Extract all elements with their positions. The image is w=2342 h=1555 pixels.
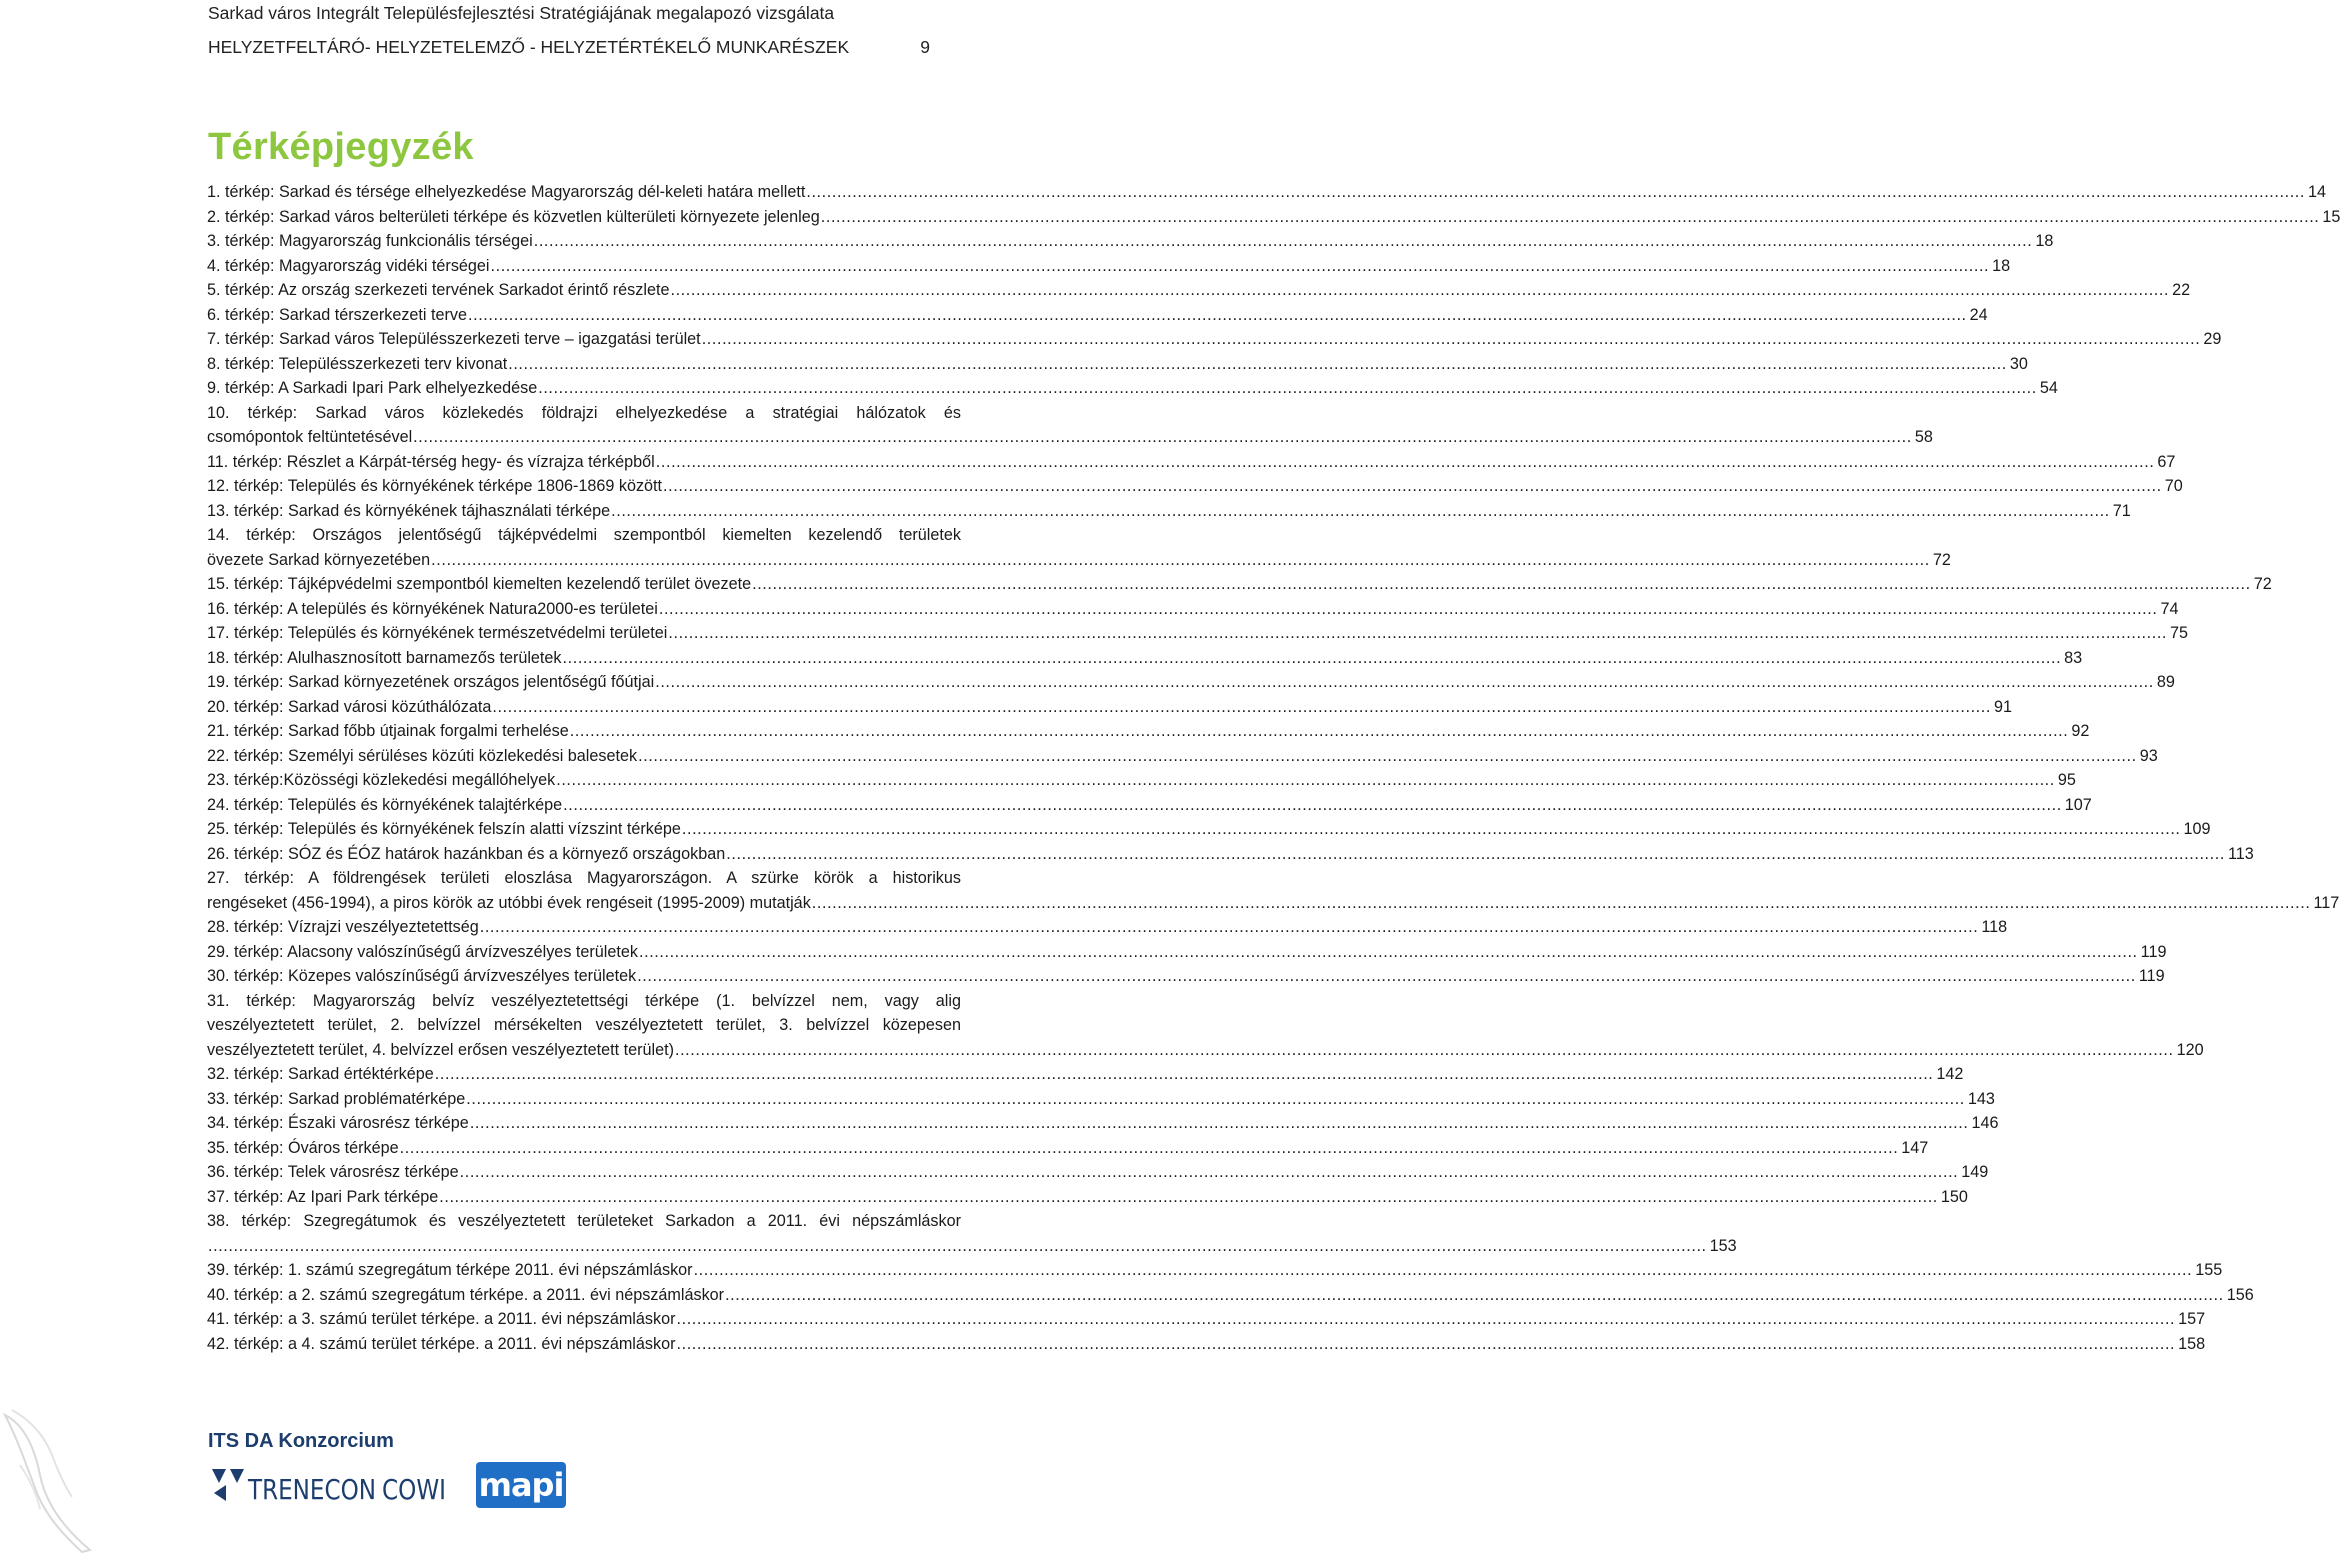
toc-entry: [207, 670, 2175, 695]
toc-row: [207, 891, 2340, 916]
toc-page-number: 157: [2178, 1310, 2206, 1328]
toc-entry: [207, 866, 2340, 915]
cowi-wordmark: COWI: [382, 1473, 446, 1506]
toc-entry-label: 20. térkép: Sarkad városi közúthálózata: [207, 697, 492, 716]
toc-page-number: 70: [2164, 477, 2183, 495]
toc-page-number: 15: [2322, 207, 2341, 226]
toc-page-number: 72: [2253, 575, 2272, 593]
toc-dot-leader: [637, 964, 2136, 989]
toc-dot-leader: [725, 1283, 2224, 1308]
toc-dot-leader: [655, 670, 2154, 695]
toc-entry-label: 17. térkép: Település és környékének természetvédelmi területei: [207, 624, 668, 642]
toc-dot-leader: [726, 842, 2225, 867]
toc-entry: [207, 499, 2131, 524]
toc-page-number: 54: [2039, 379, 2058, 397]
toc-dot-leader: [431, 548, 1930, 573]
toc-page-number: 30: [2009, 354, 2028, 373]
toc-dot-leader: [563, 793, 2062, 818]
toc-entry: [207, 523, 1951, 572]
toc-entry-label: 1. térkép: Sarkad és térsége elhelyezkedése Magyarország dél-keleti határa mellett: [207, 183, 806, 201]
toc-dot-leader: [677, 1307, 2176, 1332]
header-section-title: HELYZETFELTÁRÓ- HELYZETELEMZŐ - HELYZETÉRTÉKELŐ MUNKARÉSZEK: [208, 37, 850, 57]
toc-row: [207, 964, 2165, 989]
toc-row: [207, 1332, 2206, 1357]
toc-entry-label: 3. térkép: Magyarország funkcionális térségei: [207, 232, 533, 250]
toc-page-number: 153: [1709, 1236, 1737, 1255]
toc-entry-label: övezete Sarkad környezetében: [207, 550, 431, 569]
toc-entry-label: 12. térkép: Település és környékének térképe 1806-1869 között: [207, 477, 663, 495]
toc-entry: [207, 205, 2341, 230]
toc-page-number: 18: [2035, 232, 2054, 250]
toc-page-number: 142: [1936, 1065, 1964, 1083]
toc-page-number: 89: [2156, 673, 2175, 691]
toc-entry-label: 21. térkép: Sarkad főbb útjainak forgalmi terhelése: [207, 722, 569, 740]
toc-dot-leader: [670, 278, 2169, 303]
toc-row: [207, 621, 2189, 646]
toc-dot-leader: [439, 1185, 1938, 1210]
toc-page-number: 156: [2226, 1285, 2254, 1304]
toc-entry: [207, 229, 2054, 254]
toc-entry-label: 11. térkép: Részlet a Kárpát-térség hegy- és vízrajza térképből: [207, 452, 655, 471]
toc-row: [207, 793, 2092, 818]
toc-entry-wrapped-line: veszélyeztetett terület, 2. belvízzel mérsékelten veszélyeztetett terület, 3. belvízzel közepesen: [207, 1016, 961, 1034]
toc-entry: [207, 695, 2012, 720]
toc-page-number: 117: [2313, 893, 2340, 912]
toc-entry: [207, 474, 2183, 499]
toc-entry-wrapped-line: 38. térkép: Szegregátumok és veszélyeztetett területeket Sarkadon a 2011. évi népszámláskor: [207, 1212, 961, 1230]
toc-page-number: 75: [2170, 624, 2189, 642]
toc-row: [207, 254, 2011, 279]
toc-entry-label: 16. térkép: A település és környékének Natura2000-es területei: [207, 599, 658, 618]
toc-entry-label: 40. térkép: a 2. számú szegregátum térképe. a 2011. évi népszámláskor: [207, 1285, 725, 1304]
toc-entry: [207, 180, 2327, 205]
toc-entry-label: 6. térkép: Sarkad térszerkezeti terve: [207, 305, 468, 324]
toc-entry: [207, 401, 1933, 450]
toc-row: [207, 327, 2222, 352]
toc-entry: [207, 450, 2176, 475]
toc-entry: [207, 646, 2083, 671]
toc-dot-leader: [570, 719, 2069, 744]
toc-entry-label: 42. térkép: a 4. számú terület térképe. a 2011. évi népszámláskor: [207, 1334, 676, 1353]
page-title: Térképjegyzék: [208, 126, 474, 168]
toc-entry: [207, 352, 2028, 377]
toc-row: [207, 303, 1988, 328]
toc-page-number: 147: [1901, 1138, 1929, 1157]
toc-dot-leader: [538, 376, 2037, 401]
toc-dot-leader: [677, 1332, 2176, 1357]
toc-page-number: 92: [2071, 722, 2090, 740]
toc-page-number: 91: [1993, 697, 2012, 716]
toc-entry-label: 35. térkép: Óváros térképe: [207, 1138, 399, 1157]
toc-dot-leader: [470, 1111, 1969, 1136]
toc-dot-leader: [466, 1087, 1965, 1112]
toc-dot-leader: [563, 646, 2062, 671]
trenecon-star-icon: [212, 1469, 244, 1501]
toc-page-number: 58: [1914, 428, 1933, 446]
toc-row: [207, 940, 2167, 965]
toc-entry-label: 22. térkép: Személyi sérüléses közúti közlekedési balesetek: [207, 746, 638, 765]
toc-page-number: 67: [2157, 452, 2176, 471]
table-of-maps: [207, 180, 2341, 1356]
toc-dot-leader: [534, 229, 2033, 254]
bird-watermark-icon: [0, 1405, 100, 1555]
toc-dot-leader: [656, 450, 2155, 475]
page-number: 9: [920, 37, 930, 57]
toc-page-number: 113: [2227, 844, 2254, 863]
toc-page-number: 119: [2140, 942, 2167, 961]
toc-row: [207, 376, 2058, 401]
toc-row: [207, 1234, 1737, 1259]
toc-page-number: 72: [1932, 550, 1951, 569]
toc-entry-label: 19. térkép: Sarkad környezetének országos jelentőségű főútjai: [207, 673, 655, 691]
toc-entry: [207, 719, 2090, 744]
toc-page-number: 155: [2195, 1261, 2223, 1279]
toc-entry-label: 37. térkép: Az Ipari Park térképe: [207, 1187, 439, 1206]
toc-page-number: 150: [1940, 1187, 1968, 1206]
toc-entry: [207, 1136, 1929, 1161]
consortium-name: ITS DA Konzorcium: [208, 1430, 394, 1452]
toc-entry-label: 36. térkép: Telek városrész térképe: [207, 1163, 459, 1181]
toc-entry-label: 24. térkép: Település és környékének talajtérképe: [207, 795, 563, 814]
toc-entry-wrapped-line: 10. térkép: Sarkad város közlekedés földrajzi elhelyezkedése a stratégiai hálózatok és: [207, 403, 961, 422]
toc-row: [207, 842, 2254, 867]
toc-dot-leader: [400, 1136, 1899, 1161]
toc-dot-leader: [468, 303, 1967, 328]
toc-entry: [207, 1185, 1968, 1210]
toc-entry: [207, 744, 2158, 769]
toc-dot-leader: [492, 695, 1991, 720]
toc-page-number: 18: [1992, 256, 2011, 275]
toc-entry: [207, 1258, 2223, 1283]
toc-entry: [207, 915, 2008, 940]
toc-entry-label: 39. térkép: 1. számú szegregátum térképe 2011. évi népszámláskor: [207, 1261, 693, 1279]
toc-entry: [207, 842, 2254, 867]
toc-entry: [207, 1209, 1737, 1258]
toc-entry-label: 26. térkép: SÓZ és ÉÓZ határok hazánkban és a környező országokban: [207, 844, 726, 863]
toc-dot-leader: [663, 474, 2162, 499]
toc-row: [207, 646, 2083, 671]
toc-page-number: 119: [2138, 967, 2165, 985]
toc-dot-leader: [611, 499, 2110, 524]
toc-entry-label: 9. térkép: A Sarkadi Ipari Park elhelyezkedése: [207, 379, 538, 397]
toc-entry: [207, 278, 2191, 303]
toc-page-number: 120: [2176, 1040, 2204, 1059]
toc-entry: [207, 1160, 1989, 1185]
mapi-logo: mapi: [476, 1462, 566, 1508]
toc-page-number: 118: [1981, 918, 2008, 936]
toc-entry: [207, 621, 2189, 646]
toc-entry: [207, 817, 2211, 842]
toc-dot-leader: [638, 744, 2137, 769]
toc-row: [207, 352, 2028, 377]
toc-page-number: 29: [2203, 330, 2222, 348]
toc-row: [207, 548, 1951, 573]
toc-dot-leader: [675, 1038, 2174, 1063]
toc-row: [207, 768, 2076, 793]
toc-row: [207, 1062, 1964, 1087]
toc-row: [207, 180, 2327, 205]
toc-entry-label: veszélyeztetett terület, 4. belvízzel erősen veszélyeztetett terület): [207, 1040, 674, 1059]
toc-row: [207, 1038, 2204, 1063]
toc-row: [207, 597, 2179, 622]
toc-row: [207, 205, 2341, 230]
toc-dot-leader: [812, 891, 2311, 916]
toc-row: [207, 1160, 1989, 1185]
toc-page-number: 146: [1971, 1114, 1999, 1132]
toc-entry-label: 32. térkép: Sarkad értéktérképe: [207, 1065, 434, 1083]
toc-entry: [207, 327, 2222, 352]
toc-row: [207, 915, 2008, 940]
toc-entry: [207, 768, 2076, 793]
toc-entry: [207, 1307, 2206, 1332]
toc-entry-label: 13. térkép: Sarkad és környékének tájhasználati térképe: [207, 501, 611, 520]
toc-row: [207, 1185, 1968, 1210]
toc-entry: [207, 1332, 2206, 1357]
toc-entry-label: 4. térkép: Magyarország vidéki térségei: [207, 256, 490, 275]
toc-entry-label: 23. térkép:Közösségi közlekedési megállóhelyek: [207, 771, 556, 789]
toc-row: [207, 744, 2158, 769]
toc-page-number: 143: [1967, 1089, 1995, 1108]
toc-page-number: 149: [1961, 1163, 1989, 1181]
toc-page-number: 107: [2064, 795, 2092, 814]
toc-row: [207, 474, 2183, 499]
trenecon-wordmark: TRENECON: [247, 1473, 376, 1506]
toc-dot-leader: [682, 817, 2181, 842]
toc-dot-leader: [806, 180, 2305, 205]
toc-dot-leader: [491, 254, 1990, 279]
toc-row: [207, 817, 2211, 842]
toc-row: [207, 1307, 2206, 1332]
toc-dot-leader: [659, 597, 2158, 622]
trenecon-cowi-logo: [208, 1463, 448, 1507]
toc-dot-leader: [668, 621, 2167, 646]
toc-entry-wrapped-line: 14. térkép: Országos jelentőségű tájképvédelmi szempontból kiemelten kezelendő területek: [207, 526, 961, 544]
toc-entry-label: 18. térkép: Alulhasznosított barnamezős területek: [207, 648, 562, 667]
toc-entry: [207, 1283, 2254, 1308]
toc-dot-leader: [556, 768, 2055, 793]
toc-entry-label: 2. térkép: Sarkad város belterületi térképe és közvetlen külterületi környezete jelenleg: [207, 207, 820, 226]
toc-row: [207, 425, 1933, 450]
toc-dot-leader: [460, 1160, 1959, 1185]
toc-row: [207, 499, 2131, 524]
toc-entry-label: 29. térkép: Alacsony valószínűségű árvízveszélyes területek: [207, 942, 638, 961]
toc-row: [207, 1087, 1995, 1112]
toc-entry-label: 28. térkép: Vízrajzi veszélyeztetettség: [207, 918, 479, 936]
toc-entry-label: 33. térkép: Sarkad problématérképe: [207, 1089, 466, 1108]
toc-dot-leader: [508, 352, 2007, 377]
toc-row: [207, 1111, 1999, 1136]
toc-entry: [207, 254, 2011, 279]
toc-entry-label: 5. térkép: Az ország szerkezeti tervének Sarkadot érintő részlete: [207, 281, 670, 299]
toc-entry-wrapped-line: 31. térkép: Magyarország belvíz veszélyeztetettségi térképe (1. belvízzel nem, vagy alig: [207, 991, 961, 1010]
toc-dot-leader: [480, 915, 1979, 940]
toc-entry: [207, 793, 2092, 818]
toc-entry: [207, 303, 1988, 328]
toc-entry: [207, 1062, 1964, 1087]
toc-entry: [207, 989, 2204, 1063]
toc-entry-label: 34. térkép: Északi városrész térképe: [207, 1114, 469, 1132]
toc-page-number: 14: [2308, 183, 2327, 201]
toc-page-number: 158: [2178, 1334, 2206, 1353]
toc-entry: [207, 597, 2179, 622]
toc-row: [207, 450, 2176, 475]
header-document-title: Sarkad város Integrált Településfejlesztési Stratégiájának megalapozó vizsgálata: [208, 3, 835, 23]
toc-entry-wrapped-line: 27. térkép: A földrengések területi eloszlása Magyarországon. A szürke körök a historikus: [207, 869, 961, 887]
toc-row: [207, 1283, 2254, 1308]
toc-row: [207, 278, 2191, 303]
toc-page-number: 109: [2183, 820, 2211, 838]
toc-dot-leader: [694, 1258, 2193, 1283]
toc-row: [207, 1258, 2223, 1283]
toc-page-number: 95: [2057, 771, 2076, 789]
toc-entry-label: 8. térkép: Településszerkezeti terv kivonat: [207, 354, 508, 373]
toc-dot-leader: [752, 572, 2251, 597]
toc-entry: [207, 1111, 1999, 1136]
toc-dot-leader: [639, 940, 2138, 965]
toc-entry: [207, 572, 2272, 597]
toc-entry-label: 25. térkép: Település és környékének felszín alatti vízszint térképe: [207, 820, 681, 838]
toc-dot-leader: [435, 1062, 1934, 1087]
toc-entry-label: csomópontok feltüntetésével: [207, 428, 413, 446]
toc-entry: [207, 964, 2165, 989]
toc-row: [207, 1136, 1929, 1161]
toc-entry-label: 7. térkép: Sarkad város Településszerkezeti terve – igazgatási terület: [207, 330, 701, 348]
toc-dot-leader: [821, 205, 2320, 230]
toc-row: [207, 229, 2054, 254]
toc-dot-leader: [702, 327, 2201, 352]
toc-page-number: 83: [2064, 648, 2083, 667]
toc-entry: [207, 940, 2167, 965]
toc-page-number: 22: [2172, 281, 2191, 299]
toc-row: [207, 670, 2175, 695]
toc-row: [207, 719, 2090, 744]
toc-page-number: 24: [1969, 305, 1988, 324]
toc-entry-label: 41. térkép: a 3. számú terület térképe. a 2011. évi népszámláskor: [207, 1310, 676, 1328]
toc-page-number: 74: [2160, 599, 2179, 618]
toc-entry-label: 15. térkép: Tájképvédelmi szempontból kiemelten kezelendő terület övezete: [207, 575, 752, 593]
toc-row: [207, 572, 2272, 597]
toc-page-number: 71: [2112, 501, 2131, 520]
toc-entry-label: 30. térkép: Közepes valószínűségű árvízveszélyes területek: [207, 967, 637, 985]
header-section-line: [208, 36, 930, 58]
toc-dot-leader: [208, 1234, 1707, 1259]
toc-entry: [207, 1087, 1995, 1112]
toc-entry: [207, 376, 2058, 401]
toc-row: [207, 695, 2012, 720]
toc-page-number: 93: [2139, 746, 2158, 765]
toc-dot-leader: [413, 425, 1912, 450]
toc-entry-label: rengéseket (456-1994), a piros körök az utóbbi évek rengéseit (1995-2009) mutatják: [207, 893, 811, 912]
